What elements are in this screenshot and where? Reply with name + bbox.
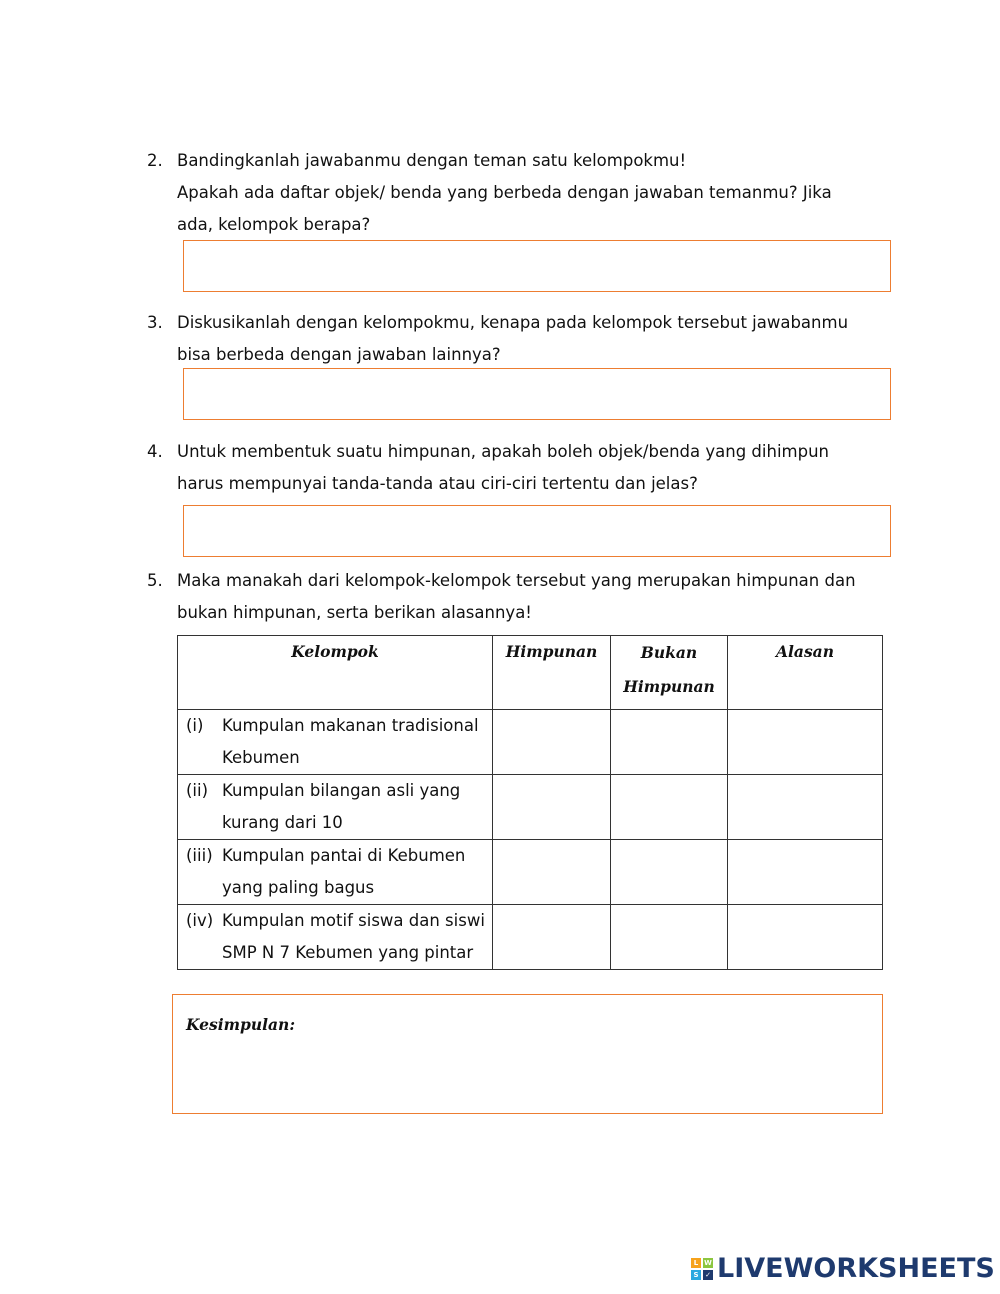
question-text-line: Apakah ada daftar objek/ benda yang berbeda dengan jawaban temanmu? Jika <box>177 183 832 202</box>
row-text-line: Kumpulan motif siswa dan siswi <box>222 911 485 930</box>
table-row <box>178 905 883 970</box>
himpunan-input[interactable] <box>493 840 610 904</box>
alasan-cell[interactable] <box>728 775 883 840</box>
row-text-line: Kumpulan makanan tradisional <box>222 716 479 735</box>
answer-input-3[interactable] <box>184 369 890 419</box>
alasan-cell[interactable] <box>728 905 883 970</box>
himpunan-cell[interactable] <box>493 905 611 970</box>
answer-input-2[interactable] <box>184 241 890 291</box>
logo-icon <box>691 1258 713 1280</box>
question-text-line: bisa berbeda dengan jawaban lainnya? <box>177 345 501 364</box>
alasan-input[interactable] <box>728 905 882 969</box>
bukan-himpunan-cell[interactable] <box>611 710 728 775</box>
table-row <box>178 775 883 840</box>
question-number: 2. <box>147 151 163 170</box>
row-text-line: kurang dari 10 <box>222 813 343 832</box>
row-number: (ii) <box>186 781 209 800</box>
table-header-row <box>178 636 883 710</box>
question-5 <box>147 565 907 629</box>
bukan-himpunan-input[interactable] <box>611 775 727 839</box>
logo-tile: L <box>691 1258 701 1268</box>
header-bukan-himpunan <box>611 636 728 710</box>
conclusion-label: Kesimpulan: <box>186 1015 296 1034</box>
row-text-line: Kumpulan bilangan asli yang <box>222 781 461 800</box>
row-text-line: Kebumen <box>222 748 300 767</box>
himpunan-cell[interactable] <box>493 775 611 840</box>
question-text-line: Maka manakah dari kelompok-kelompok tersebut yang merupakan himpunan dan <box>177 571 856 590</box>
table-row <box>178 710 883 775</box>
row-text-line: yang paling bagus <box>222 878 375 897</box>
question-2 <box>147 145 907 241</box>
question-number: 5. <box>147 571 163 590</box>
logo-tile: W <box>704 1259 712 1267</box>
row-number: (iv) <box>186 911 214 930</box>
bukan-himpunan-cell[interactable] <box>611 905 728 970</box>
classification-table <box>177 635 883 970</box>
alasan-cell[interactable] <box>728 710 883 775</box>
himpunan-input[interactable] <box>493 905 610 969</box>
question-text-line: bukan himpunan, serta berikan alasannya! <box>177 603 532 622</box>
header-himpunan: Himpunan <box>493 636 611 710</box>
row-label <box>178 840 493 905</box>
table-row <box>178 840 883 905</box>
header-bukan-line1: Bukan <box>640 643 698 662</box>
logo-tile: ✓ <box>703 1270 713 1280</box>
row-label <box>178 775 493 840</box>
himpunan-input[interactable] <box>493 710 610 774</box>
row-number: (i) <box>186 716 204 735</box>
row-text-line: Kumpulan pantai di Kebumen <box>222 846 466 865</box>
bukan-himpunan-input[interactable] <box>611 710 727 774</box>
alasan-input[interactable] <box>728 775 882 839</box>
answer-box-2[interactable] <box>183 240 891 292</box>
himpunan-input[interactable] <box>493 775 610 839</box>
header-bukan-line2: Himpunan <box>623 677 715 696</box>
row-label <box>178 710 493 775</box>
question-text-line: Diskusikanlah dengan kelompokmu, kenapa pada kelompok tersebut jawabanmu <box>177 313 849 332</box>
question-text-line: Untuk membentuk suatu himpunan, apakah boleh objek/benda yang dihimpun <box>177 442 829 461</box>
answer-box-3[interactable] <box>183 368 891 420</box>
bukan-himpunan-cell[interactable] <box>611 840 728 905</box>
liveworksheets-logo <box>691 1254 995 1284</box>
question-text-line: Bandingkanlah jawabanmu dengan teman satu kelompokmu! <box>177 151 687 170</box>
question-4 <box>147 436 907 500</box>
question-text-line: ada, kelompok berapa? <box>177 215 371 234</box>
question-3 <box>147 307 907 371</box>
alasan-cell[interactable] <box>728 840 883 905</box>
logo-text: LIVEWORKSHEETS <box>717 1253 995 1284</box>
row-label <box>178 905 493 970</box>
alasan-input[interactable] <box>728 710 882 774</box>
answer-box-4[interactable] <box>183 505 891 557</box>
header-kelompok: Kelompok <box>178 636 493 710</box>
himpunan-cell[interactable] <box>493 840 611 905</box>
bukan-himpunan-input[interactable] <box>611 905 727 969</box>
header-alasan: Alasan <box>728 636 883 710</box>
conclusion-box[interactable] <box>172 994 883 1114</box>
row-text-line: SMP N 7 Kebumen yang pintar <box>222 943 474 962</box>
alasan-input[interactable] <box>728 840 882 904</box>
bukan-himpunan-cell[interactable] <box>611 775 728 840</box>
conclusion-input[interactable] <box>185 1045 873 1109</box>
question-text-line: harus mempunyai tanda-tanda atau ciri-ciri tertentu dan jelas? <box>177 474 698 493</box>
logo-tile: S <box>691 1270 701 1280</box>
answer-input-4[interactable] <box>184 506 890 556</box>
question-number: 4. <box>147 442 163 461</box>
bukan-himpunan-input[interactable] <box>611 840 727 904</box>
question-number: 3. <box>147 313 163 332</box>
himpunan-cell[interactable] <box>493 710 611 775</box>
row-number: (iii) <box>186 846 213 865</box>
